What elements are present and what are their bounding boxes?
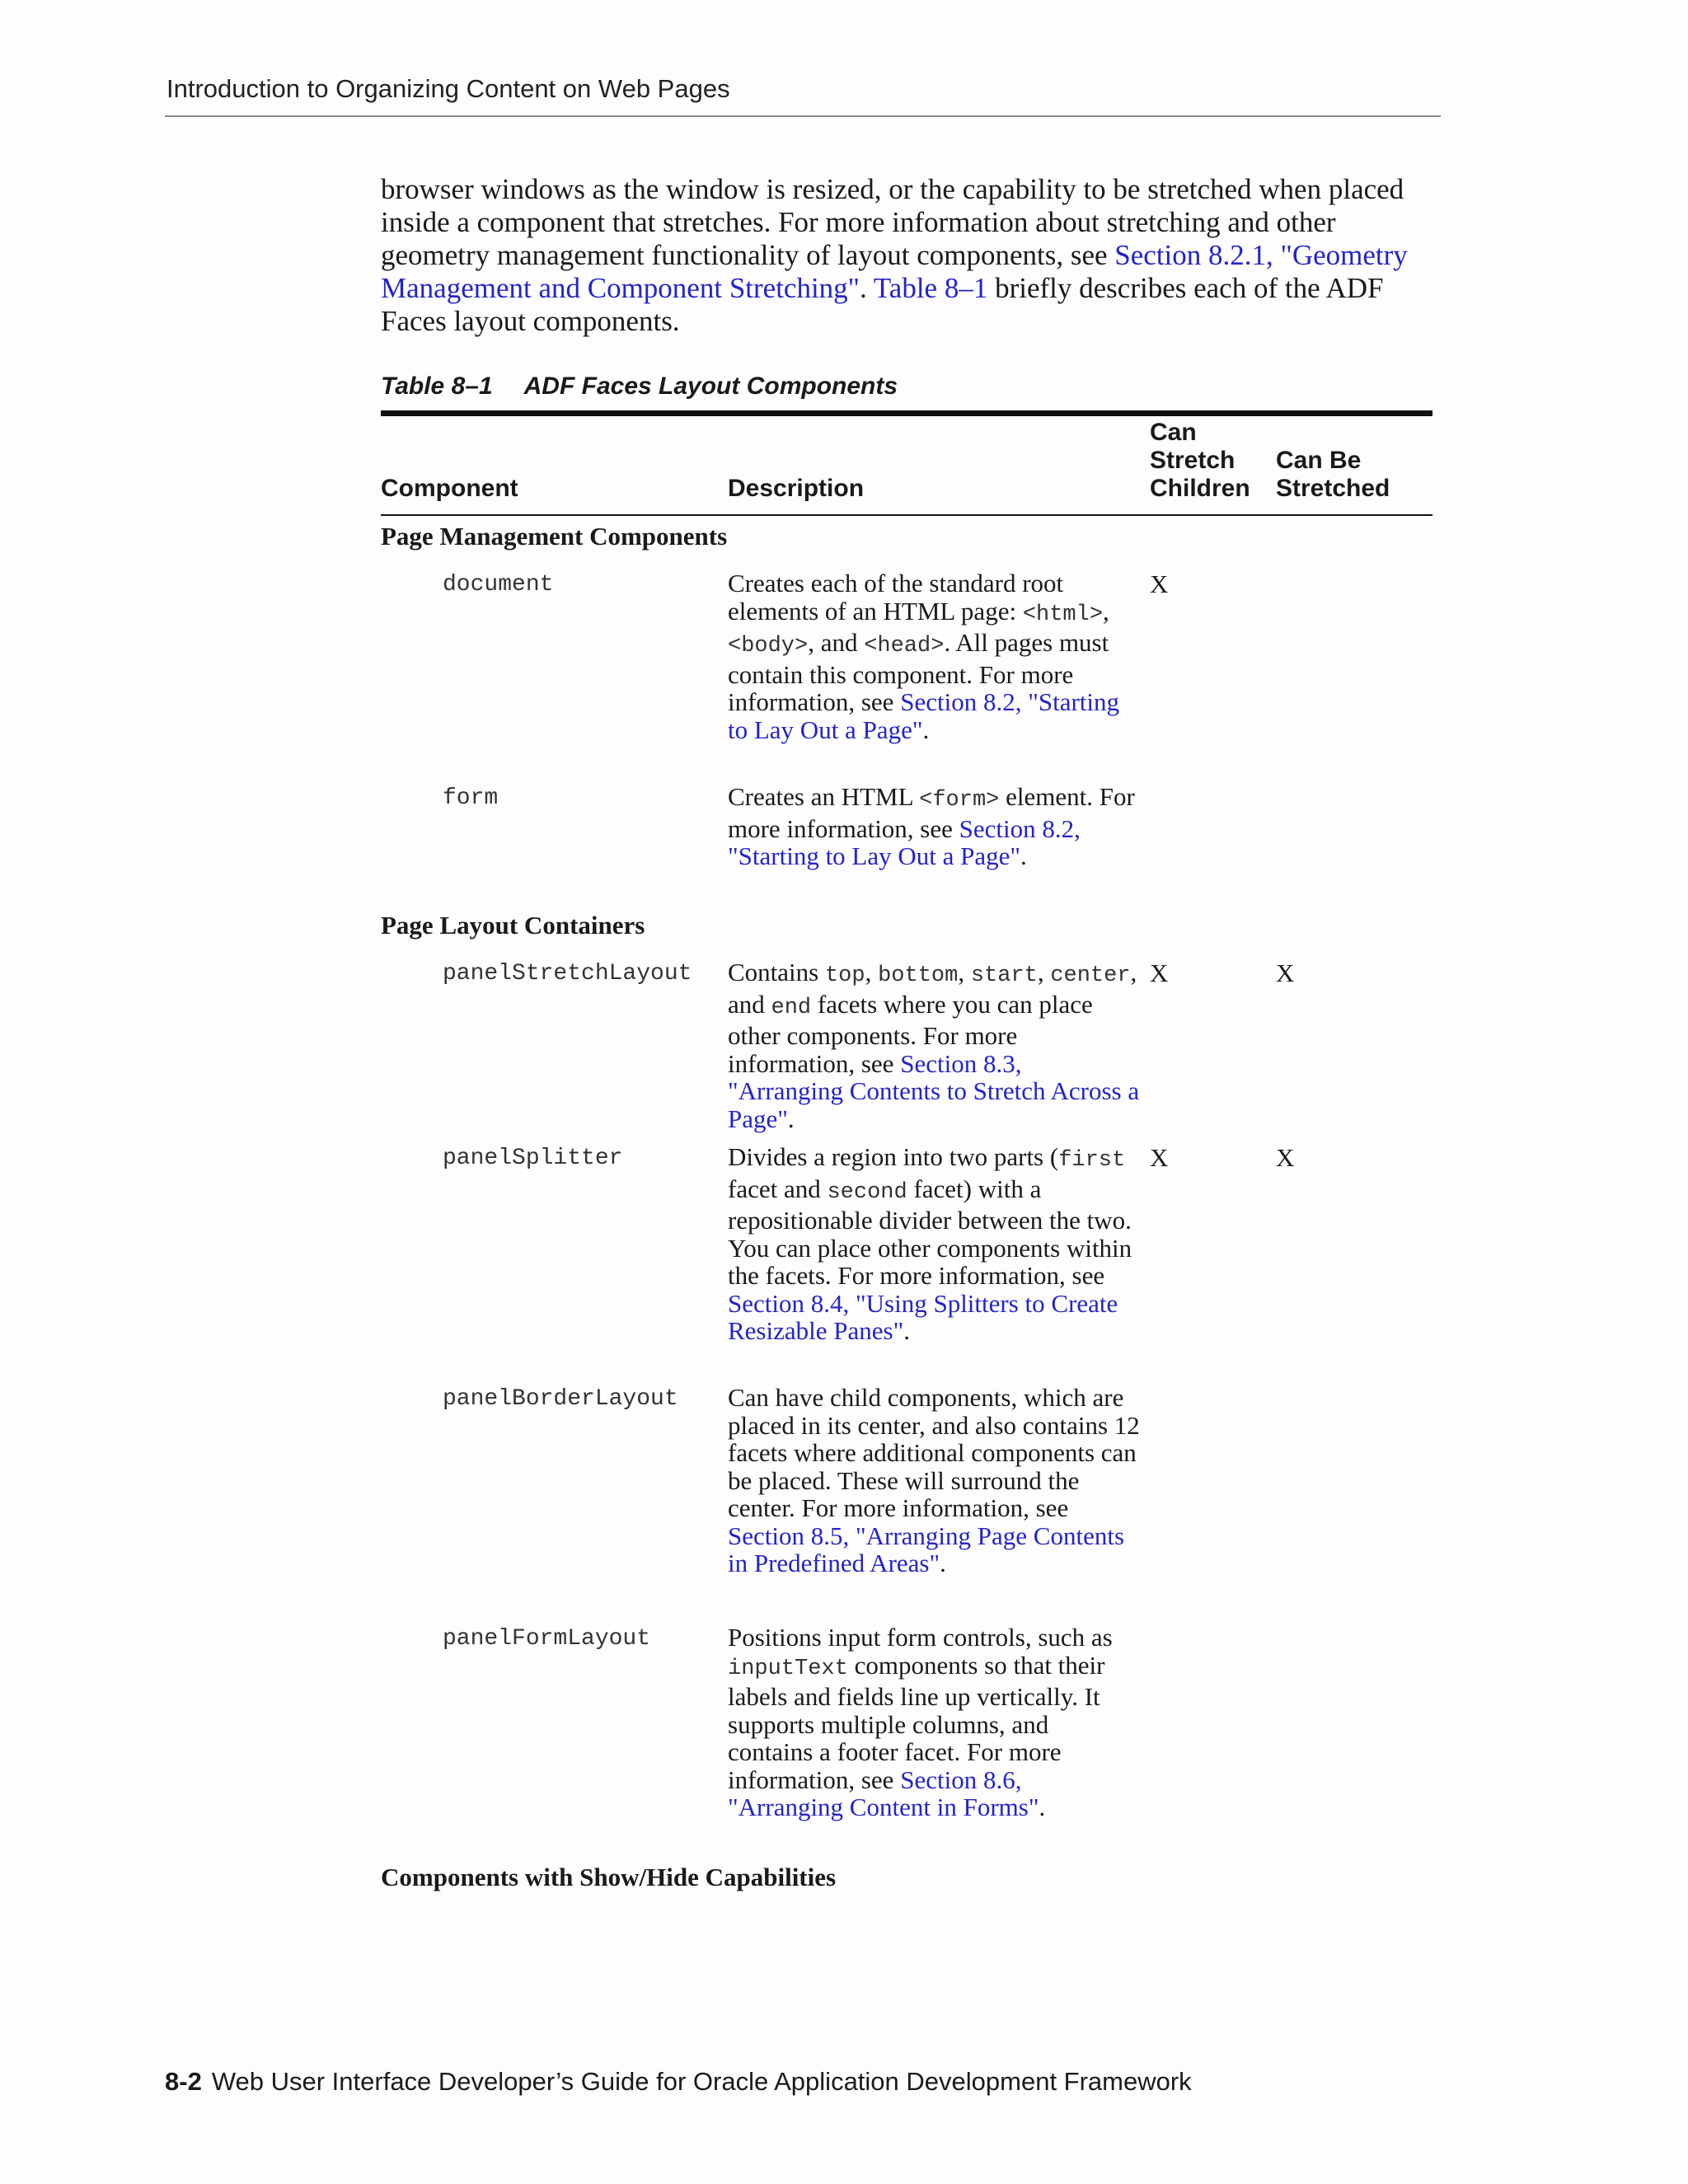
column-header-component: Component <box>381 475 518 502</box>
code-text: first <box>1058 1148 1126 1173</box>
desc-text: . <box>787 1104 795 1133</box>
intro-text: browser windows as the window is resized, or the capability to be stretched when placed inside a component that stretches. For more information about stretching and other geometry management functionality of layout components, see <box>381 173 1404 271</box>
description-panelborderlayout <box>728 1384 1140 1577</box>
code-text: top <box>824 963 865 988</box>
component-name-document: document <box>443 572 554 598</box>
page-number: 8-2 <box>165 2067 202 2096</box>
code-text: <body> <box>728 634 809 658</box>
intro-text: briefly describes each of the ADF Faces layout components. <box>381 272 1384 337</box>
intro-paragraph <box>381 173 1444 338</box>
header-line: Can Be <box>1276 447 1362 474</box>
header-line: Can <box>1150 419 1197 446</box>
desc-text: . <box>1020 841 1027 870</box>
code-text: inputText <box>728 1656 848 1681</box>
mark-can-stretch-children: X <box>1150 958 1169 987</box>
mark-can-stretch-children: X <box>1150 569 1169 598</box>
description-panelstretchlayout <box>728 958 1140 1132</box>
code-text: <head> <box>864 634 945 658</box>
desc-text: . All pages must contain this component. For more information, see <box>728 628 1109 716</box>
desc-text: components so that their labels and fields line up vertically. It supports multiple columns, and contains a footer facet. For more information, see <box>728 1650 1105 1794</box>
desc-text: Creates each of the standard root elements of an HTML page: <box>728 569 1064 626</box>
header-line: Children <box>1150 475 1250 502</box>
page-footer <box>165 2067 1192 2097</box>
link-section-8-6[interactable]: Section 8.6, "Arranging Content in Forms" <box>728 1765 1039 1821</box>
description-form <box>728 783 1140 870</box>
desc-text: facet) with a repositionable divider between the two. You can place other components within the facets. For more information, see <box>728 1174 1132 1290</box>
desc-text: Divides a region into two parts ( <box>728 1142 1059 1171</box>
component-name-panelborderlayout: panelBorderLayout <box>443 1386 678 1412</box>
description-panelsplitter <box>728 1143 1140 1345</box>
desc-text: , <box>1103 596 1109 626</box>
group-heading-page-layout-containers: Page Layout Containers <box>381 911 645 940</box>
code-text: start <box>970 963 1038 988</box>
mark-can-be-stretched: X <box>1276 1143 1295 1172</box>
code-text: <form> <box>919 788 1000 813</box>
desc-text: Creates an HTML <box>728 782 920 811</box>
link-section-8-4[interactable]: Section 8.4, "Using Splitters to Create Resizable Panes" <box>728 1288 1118 1345</box>
link-section-8-5[interactable]: Section 8.5, "Arranging Page Contents in Predefined Areas" <box>728 1521 1125 1577</box>
column-header-can-stretch-children <box>1150 419 1250 503</box>
table-caption-title: ADF Faces Layout Components <box>523 373 898 400</box>
code-text: end <box>771 995 812 1020</box>
component-name-panelstretchlayout: panelStretchLayout <box>443 961 692 987</box>
book-title: Web User Interface Developer’s Guide for Oracle Application Development Framework <box>211 2067 1192 2096</box>
description-panelformlayout <box>728 1624 1140 1821</box>
desc-text: , <box>958 958 971 987</box>
desc-text: Positions input form controls, such as <box>728 1623 1113 1652</box>
desc-text: Can have child components, which are placed in its center, and also contains 12 facets where additional components can be placed. These will surround the center. For more information, see <box>728 1383 1140 1522</box>
header-bottom-rule <box>381 514 1432 516</box>
description-document <box>728 569 1140 743</box>
group-heading-page-management: Page Management Components <box>381 522 728 551</box>
desc-text: . <box>903 1316 910 1345</box>
code-text: bottom <box>878 963 959 988</box>
table-caption <box>381 373 898 401</box>
desc-text: . <box>1039 1793 1046 1821</box>
mark-can-be-stretched: X <box>1276 958 1295 987</box>
desc-text: element. For more information, see <box>728 782 1135 843</box>
column-header-description: Description <box>728 475 865 502</box>
desc-text: . <box>940 1549 946 1577</box>
running-header: Introduction to Organizing Content on Web Pages <box>166 74 730 103</box>
desc-text: , <box>1037 958 1051 987</box>
intro-text: . <box>859 272 874 304</box>
component-name-panelsplitter: panelSplitter <box>443 1146 623 1171</box>
header-line: Stretch <box>1150 447 1236 474</box>
table-caption-label: Table 8–1 <box>381 373 493 400</box>
link-section-8-3[interactable]: Section 8.3, "Arranging Contents to Stretch Across a Page" <box>728 1048 1140 1133</box>
header-rule <box>165 115 1441 117</box>
code-text: <html> <box>1022 602 1104 627</box>
desc-text: facets where you can place other components. For more information, see <box>728 989 1093 1078</box>
code-text: center <box>1050 963 1131 988</box>
column-header-can-be-stretched <box>1276 447 1390 503</box>
desc-text: Contains <box>728 958 825 987</box>
desc-text: . <box>922 715 930 744</box>
link-section-8-2[interactable]: Section 8.2, "Starting to Lay Out a Page" <box>728 813 1081 870</box>
link-section-8-2-1[interactable]: Section 8.2.1, "Geometry Management and Component Stretching" <box>381 239 1408 304</box>
desc-text: , and <box>808 628 865 657</box>
group-heading-show-hide: Components with Show/Hide Capabilities <box>381 1863 837 1891</box>
header-line: Stretched <box>1276 475 1390 502</box>
component-name-form: form <box>443 785 499 811</box>
link-table-8-1[interactable]: Table 8–1 <box>873 272 988 304</box>
code-text: second <box>827 1179 907 1205</box>
mark-can-stretch-children: X <box>1150 1143 1169 1172</box>
link-section-8-2[interactable]: Section 8.2, "Starting to Lay Out a Page" <box>728 687 1120 744</box>
desc-text: , and <box>728 958 1137 1019</box>
desc-text: , <box>865 958 879 987</box>
desc-text: facet and <box>728 1174 828 1203</box>
component-name-panelformlayout: panelFormLayout <box>443 1626 651 1652</box>
table-top-rule <box>381 410 1432 416</box>
